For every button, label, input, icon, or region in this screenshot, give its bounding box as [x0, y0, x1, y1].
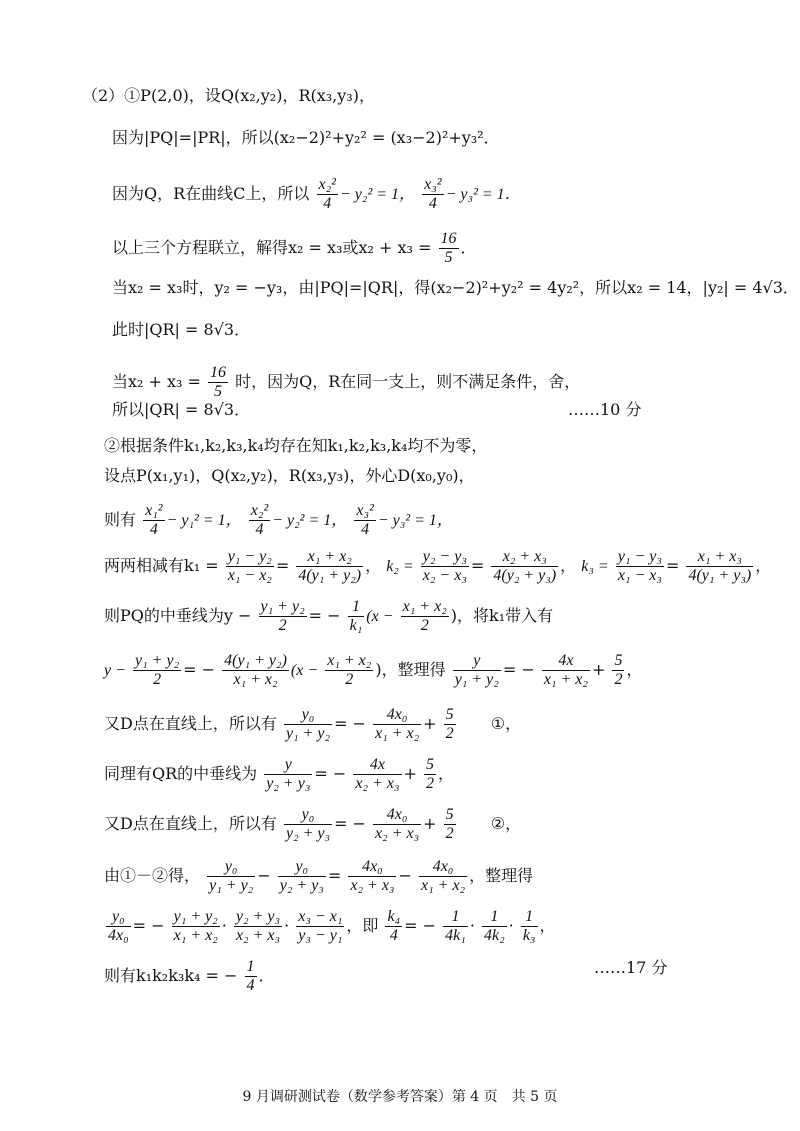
line-on-curve: 因为Q，R在曲线C上，所以 $\frac{\text{x₂²}}{4}$ − y₂² = 1， $\frac{\text{x₃²}}{4}$ − y₃² = 1．: [112, 176, 521, 212]
line-qr-result: 此时|QR| = 8√3．: [112, 320, 251, 339]
subtract-text: 由①－②得，: [104, 866, 201, 885]
on-curve-text: 因为Q，R在曲线C上，所以: [112, 184, 310, 203]
line-case1: 当x₂ = x₃时，y₂ = −y₃，由|PQ|=|QR|，得(x₂−2)²+y₂² = 4y₂²，所以x₂ = 14，|y₂| = 4√3．: [112, 278, 799, 297]
qr-bisector-text: 同理有QR的中垂线为: [104, 764, 258, 783]
namely-text: ，即: [346, 916, 379, 935]
solve-text: 以上三个方程联立，解得x₂ = x₃或x₂ + x₃ =: [112, 238, 432, 257]
line-qr-bisector: 同理有QR的中垂线为 $\frac{y}{\text{y₂ + y₃}}$ = − $\frac{4x}{\text{x₂ + x₃}}$ + $\frac{5}{2}$ ，: [104, 756, 455, 792]
substitute-text: ，将k₁带入有: [457, 606, 554, 625]
line-subtract: 由①－②得， $\frac{\text{y₀}}{\text{y₁ + y₂}}$ − $\frac{\text{y₀}}{\text{y₂ + y₃}}$ = $\frac{\text{4x₀}}{\text{x₂ + x₃}}$ − $\frac{\text{4x₀}}{\text{x₁ + x₂}}$ ，整理得: [104, 858, 534, 894]
line-ratio: $\frac{\text{y₀}}{\text{4x₀}}$ = − $\frac{\text{y₁ + y₂}}{\text{x₁ + x₂}}$ · $\frac{\text{y₂ + y₃}}{\text{x₂ + x₃}}$ · $\frac{\text{x₃ − x₁}}{\text{y₃ − y₁}}$ ，即 $\frac{\text{k₄}}{4}$ = − $\frac{1}{\text{4k₁}}$ · $\frac{1}{\text{4k₂}}$ · $\frac{1}{\text{k₃}}$ ，: [108, 908, 556, 944]
line-solve: 以上三个方程联立，解得x₂ = x₃或x₂ + x₃ = $\frac{16}{5}$ ．: [112, 230, 477, 266]
line-part2-intro: （2）①P(2,0)，设Q(x₂,y₂)，R(x₃,y₃)，: [82, 86, 375, 105]
line-final: 则有k₁k₂k₃k₄ = − $\frac{1}{4}$ ．: [104, 958, 275, 994]
eq1-text: 又D点在直线上，所以有: [104, 714, 277, 733]
line-slopes: 两两相减有k₁ = $\frac{\text{y₁ − y₂}}{\text{x₁ − x₂}}$ = $\frac{\text{x₁ + x₂}}{\text{4(y₁ + y₂)}}$ ， k₂ = $\frac{\text{y₂ − y₃}}{\text{x₂ − x₃}}$ = $\frac{\text{x₂ + x₃}}{\text{4(y₂ + y₃)}}$ ， k₃ = $\frac{\text{y₁ − y₃}}{\text{x₁ − x₃}}$ = $\frac{\text{x₁ + x₃}}{\text{4(y₁ + y₃)}}$ ，: [104, 548, 772, 584]
score-17: ……17 分: [594, 958, 668, 977]
score-10: ……10 分: [568, 400, 642, 419]
curve-eqs-text: 则有: [104, 510, 137, 529]
case2-text-b: 时，因为Q，R在同一支上，则不满足条件，舍，: [235, 372, 581, 391]
case2-text-a: 当x₂ + x₃ =: [112, 372, 201, 391]
line-eq1: 又D点在直线上，所以有 $\frac{\text{y₀}}{\text{y₁ + y₂}}$ = − $\frac{\text{4x₀}}{\text{x₁ + x₂}}$ + $\frac{5}{2}$ ①，: [104, 706, 522, 742]
bisector-text: 则PQ的中垂线为y −: [104, 606, 252, 625]
arrange-text: ，整理得: [469, 866, 534, 885]
simplify-text: ，整理得: [381, 660, 446, 679]
line-case2: 当x₂ + x₃ = $\frac{16}{5}$ 时，因为Q，R在同一支上，则不满足条件，舍，: [112, 364, 581, 400]
eq1-label: ①，: [490, 714, 522, 733]
page-footer: 9 月调研测试卷（数学参考答案）第 4 页 共 5 页: [242, 1089, 558, 1105]
line-pq-bisector: 则PQ的中垂线为y − $\frac{\text{y₁ + y₂}}{2}$ = − $\frac{1}{\text{k₁}}$ (x − $\frac{\text{x₁ + x₂}}{2}$ )，将k₁带入有: [104, 598, 554, 634]
slopes-text: 两两相减有k₁ =: [104, 556, 219, 575]
eq2-text: 又D点在直线上，所以有: [104, 814, 277, 833]
eq2-label: ②，: [490, 814, 522, 833]
line-eq2: 又D点在直线上，所以有 $\frac{\text{y₀}}{\text{y₂ + y₃}}$ = − $\frac{\text{4x₀}}{\text{x₂ + x₃}}$ + $\frac{5}{2}$ ②，: [104, 806, 522, 842]
final-text: 则有k₁k₂k₃k₄ = −: [104, 966, 238, 985]
line-conclusion1: 所以|QR| = 8√3．: [112, 400, 251, 419]
line-curve-eqs: 则有 $\frac{\text{x₁²}}{4}$ − y₁² = 1， $\frac{\text{x₂²}}{4}$ − y₂² = 1， $\frac{\text{x₃²}}{4}$ − y₃² = 1，: [104, 502, 453, 538]
line-part2-2: ②根据条件k₁,k₂,k₃,k₄均存在知k₁,k₂,k₃,k₄均不为零，: [104, 436, 488, 455]
line-pq-pr: 因为|PQ|=|PR|，所以(x₂−2)²+y₂² = (x₃−2)²+y₃²．: [112, 128, 500, 147]
line-substituted: y − $\frac{\text{y₁ + y₂}}{2}$ = − $\frac{\text{4(y₁ + y₂)}}{\text{x₁ + x₂}}$ (x − $\frac{\text{x₁ + x₂}}{2}$ )，整理得 $\frac{y}{\text{y₁ + y₂}}$ = − $\frac{4x}{\text{x₁ + x₂}}$ + $\frac{5}{2}$ ，: [104, 652, 643, 688]
line-set-points: 设点P(x₁,y₁)，Q(x₂,y₂)，R(x₃,y₃)，外心D(x₀,y₀)，: [104, 466, 475, 485]
